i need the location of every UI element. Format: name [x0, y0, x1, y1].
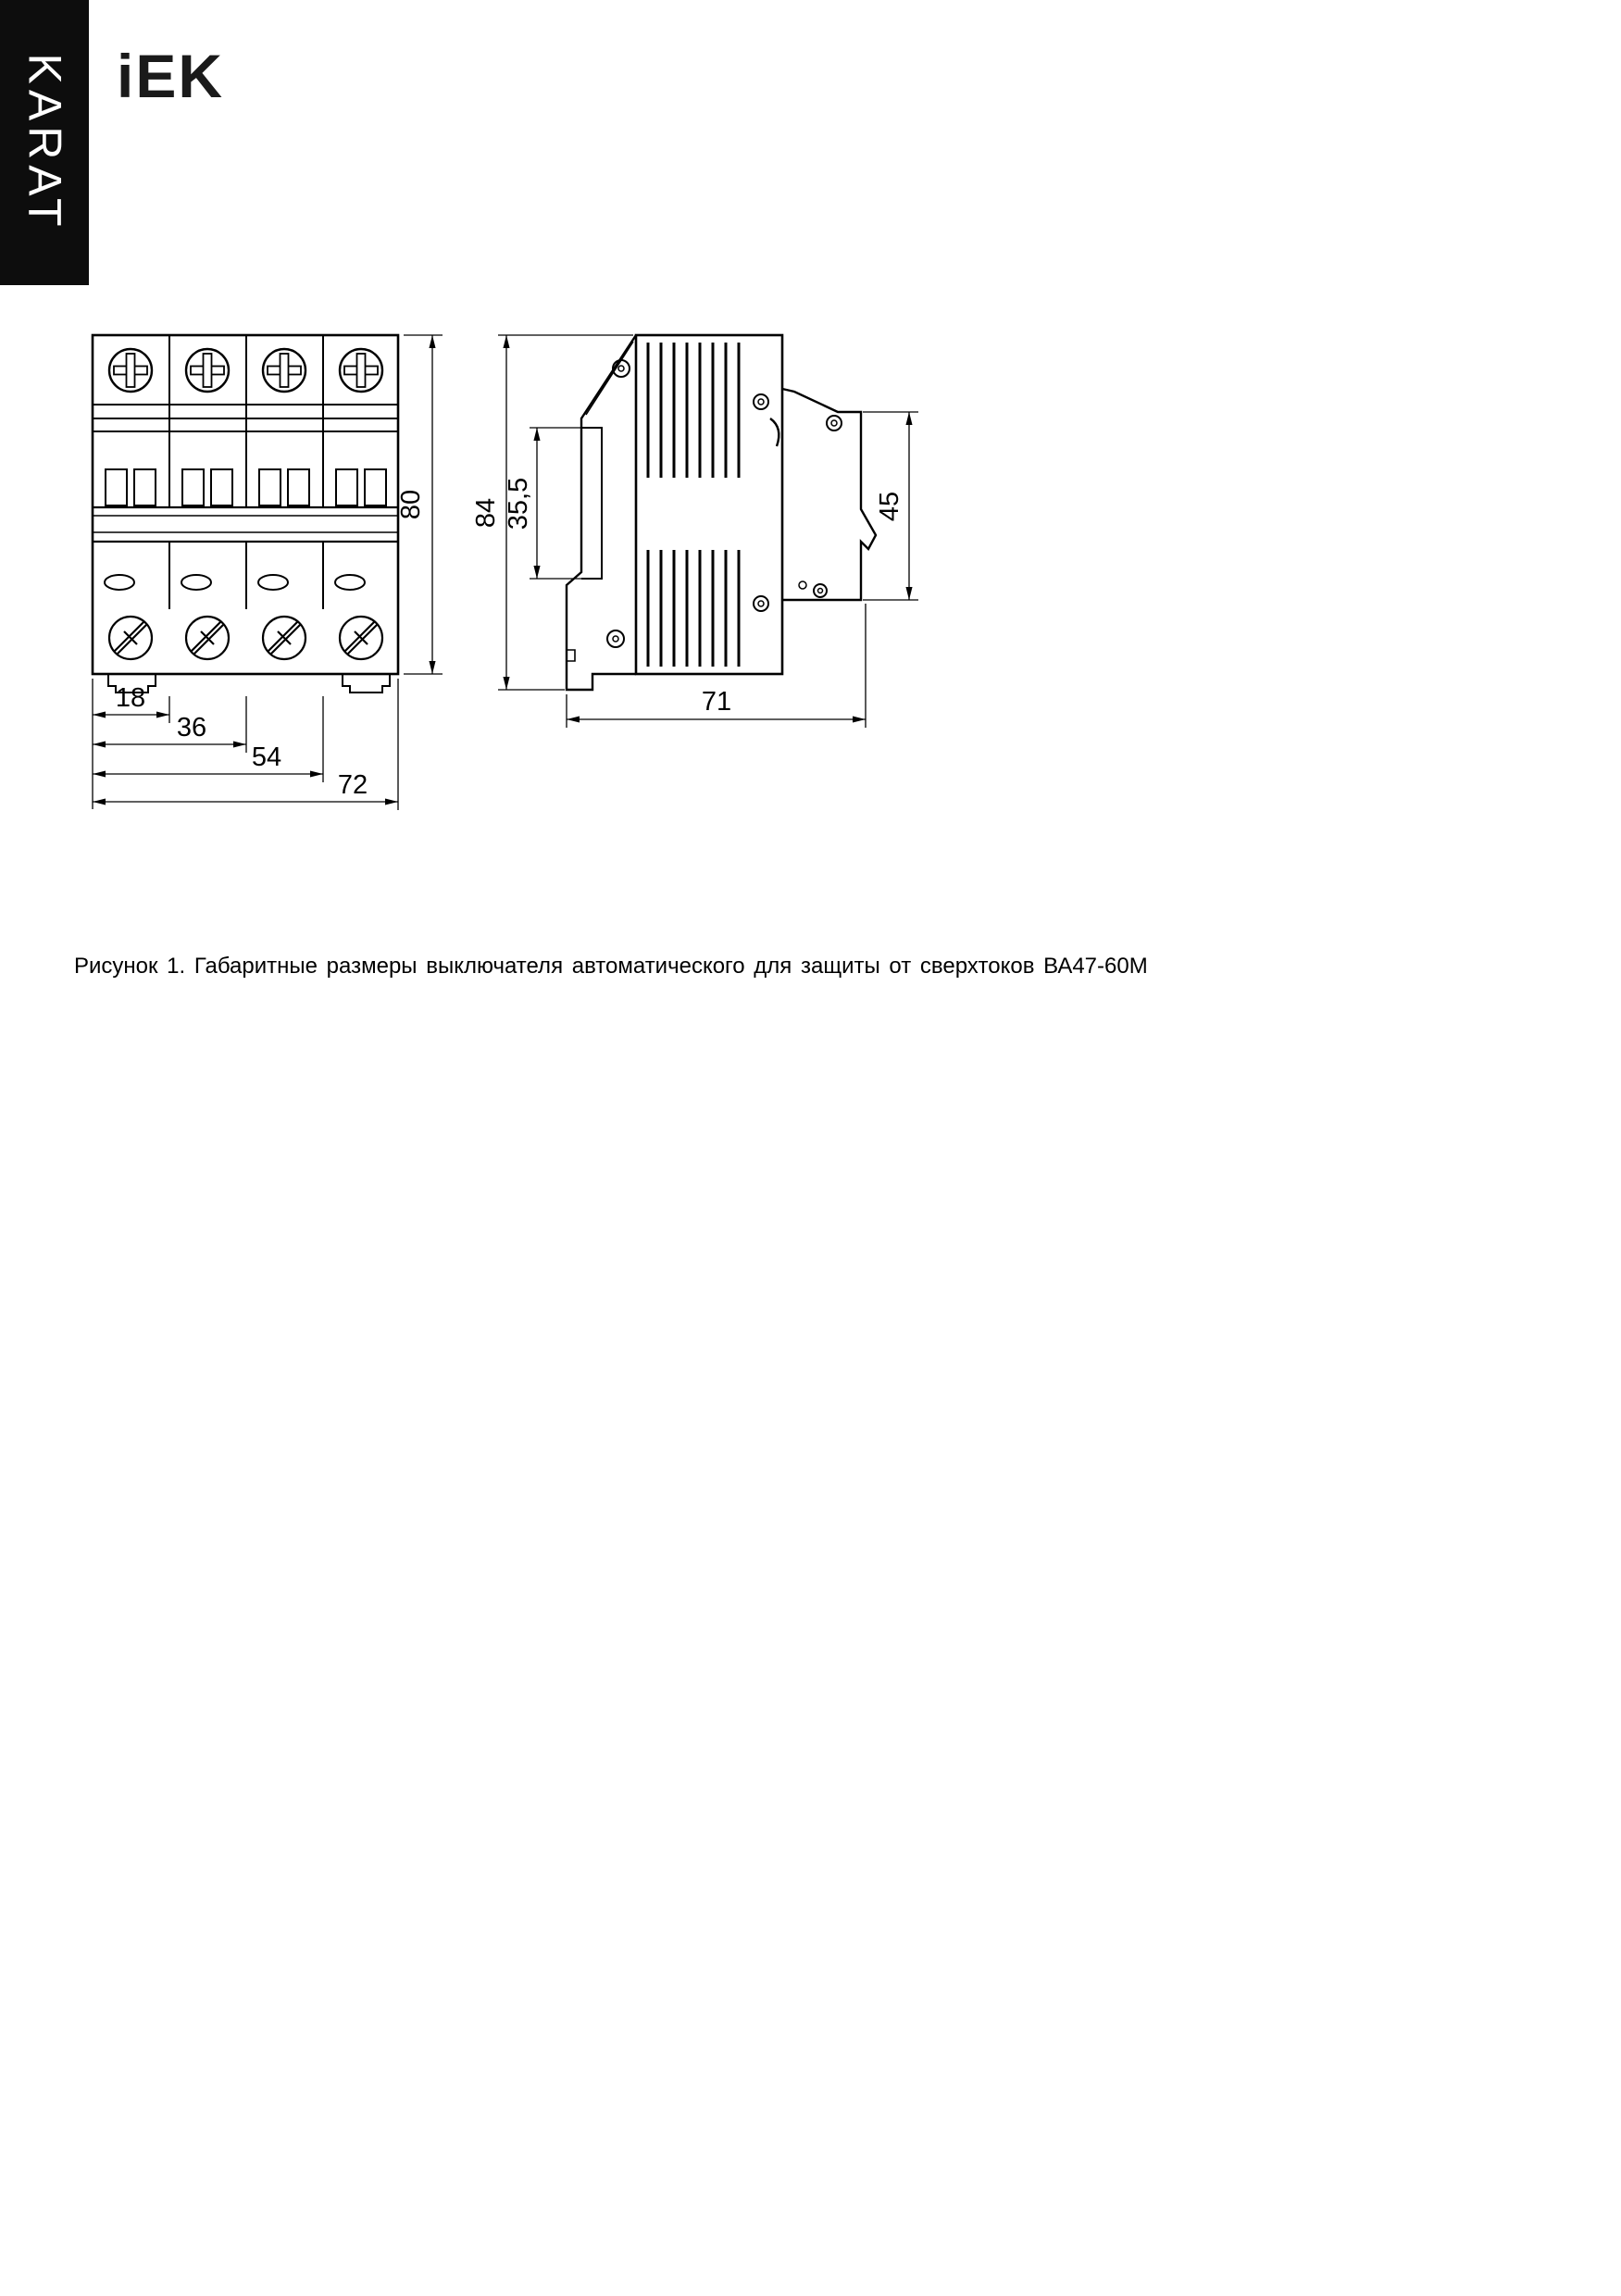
front-view — [93, 335, 398, 693]
dimension-drawing — [0, 0, 1621, 889]
front-label-slots — [105, 575, 365, 590]
side-left-flange — [567, 335, 636, 690]
side-body-outline — [636, 335, 782, 674]
side-depth-71-label: 71 — [701, 687, 732, 717]
side-height-84-label: 84 — [471, 497, 501, 529]
iek-logo: iEK — [117, 42, 225, 110]
side-view — [567, 335, 876, 690]
side-rail-window-label: 35,5 — [504, 477, 533, 530]
front-din-clips — [108, 674, 390, 693]
front-width-54-label: 54 — [251, 742, 282, 772]
front-dimension-labels — [116, 490, 426, 800]
side-din-clip-zone — [782, 389, 876, 600]
front-width-36-label: 36 — [176, 713, 207, 742]
side-clip-45-label: 45 — [875, 491, 904, 522]
front-bottom-screws — [109, 617, 382, 659]
front-width-18-label: 18 — [115, 683, 146, 713]
side-dimension-lines — [498, 335, 918, 728]
front-width-72-label: 72 — [337, 770, 368, 800]
side-vent-slots — [648, 343, 739, 667]
front-dimension-lines — [93, 335, 443, 810]
front-height-label: 80 — [396, 489, 426, 520]
figure-caption: Рисунок 1. Габаритные размеры выключателя автоматического для защиты от сверхтоков ВА47-60М — [74, 954, 1148, 979]
karat-brand-text: KARAT — [19, 53, 70, 232]
